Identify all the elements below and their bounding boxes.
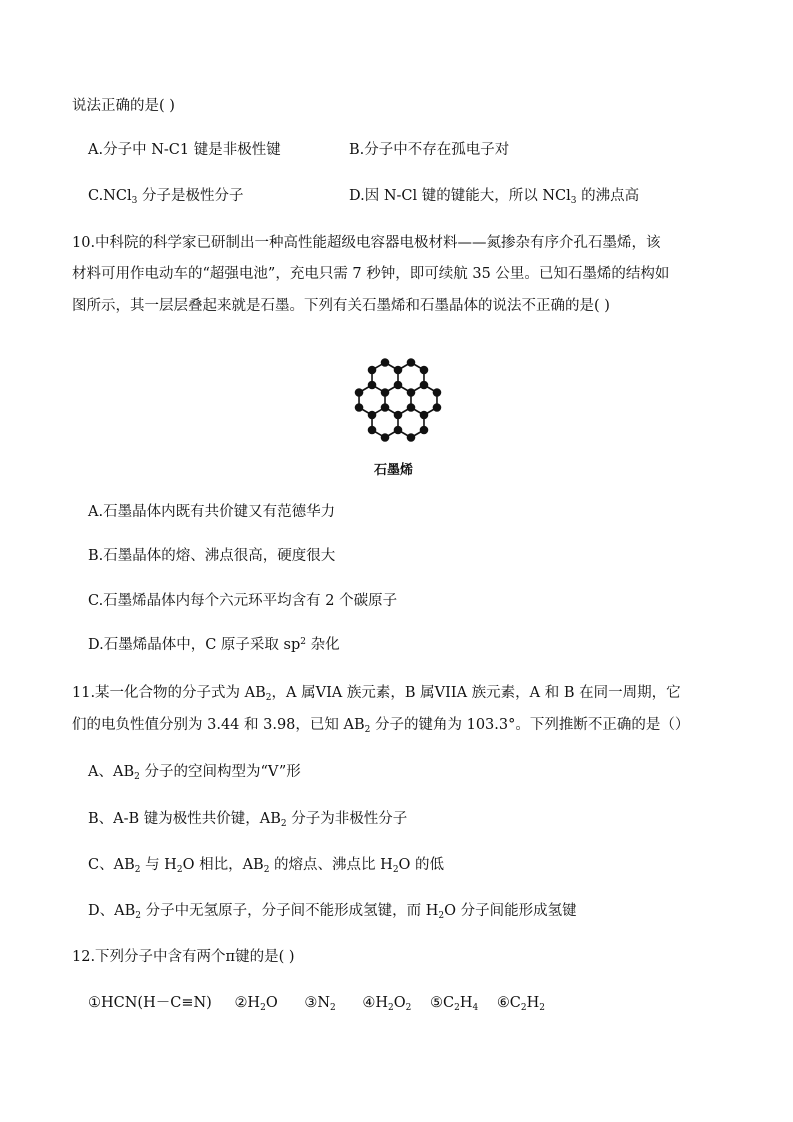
q11-l1-sub: 2 xyxy=(265,693,272,703)
q11-c-sub4: 2 xyxy=(392,865,399,875)
carbon-atom xyxy=(433,403,442,412)
q11-c-b: 与 H xyxy=(140,857,177,873)
q11-b-a: B、A-B 键为极性共价键，AB xyxy=(88,811,281,827)
q10-option-d xyxy=(88,635,340,655)
q12-option-2 xyxy=(234,995,277,1011)
q10-d-text2: 杂化 xyxy=(306,637,340,653)
q11-l2-b: 分子的键角为 103.3°。下列推断不正确的是（） xyxy=(370,717,690,733)
carbon-atom xyxy=(368,411,377,420)
q12-o2-sub: 2 xyxy=(260,1003,266,1013)
q11-l2-a: 们的电负性值分别为 3.44 和 3.98，已知 AB xyxy=(72,717,365,733)
q11-d-c: O 分子间能形成氢键 xyxy=(444,903,577,919)
q11-option-b xyxy=(88,809,407,829)
q9-c-text: C.NCl xyxy=(88,188,132,204)
q11-option-c xyxy=(88,855,444,875)
q10-stem-line3: 图所示，其一层层叠起来就是石墨。下列有关石墨烯和石墨晶体的说法不正确的是( ) xyxy=(72,298,610,314)
q12-o4-a: ④H xyxy=(362,995,389,1011)
q9-d-text: D.因 N-Cl 键的键能大，所以 NCl xyxy=(349,188,571,204)
carbon-atom xyxy=(394,411,403,420)
q12-o5-a: ⑤C xyxy=(429,995,455,1011)
q9-d-text2: 的沸点高 xyxy=(576,188,640,204)
carbon-atom xyxy=(394,366,403,375)
carbon-atom xyxy=(433,388,442,397)
q9-option-b: B.分子中不存在孤电子对 xyxy=(349,142,510,158)
q12-o6-b: H xyxy=(526,995,540,1011)
q11-c-sub2: 2 xyxy=(176,865,183,875)
q12-stem: 12.下列分子中含有两个π键的是( ) xyxy=(72,949,295,965)
q10-d-text: D.石墨烯晶体中，C 原子采取 sp xyxy=(88,637,301,653)
q12-o3-sub: 2 xyxy=(330,1003,336,1013)
q11-d-sub: 2 xyxy=(135,911,141,921)
q12-o2-a: ②H xyxy=(234,995,261,1011)
q10-option-a: A.石墨晶体内既有共价键又有范德华力 xyxy=(88,504,336,520)
q11-option-d xyxy=(88,901,577,921)
q12-o5-sub2: 4 xyxy=(472,1003,479,1013)
q11-l1-b: ，A 属VIA 族元素，B 属VIIA 族元素，A 和 B 在同一周期，它 xyxy=(271,685,681,701)
q12-o4-sub: 2 xyxy=(388,1003,394,1013)
carbon-atom xyxy=(420,366,429,375)
q11-b-b: 分子为非极性分子 xyxy=(286,811,408,827)
carbon-atom xyxy=(368,381,377,390)
q12-option-3 xyxy=(304,995,335,1011)
q12-options xyxy=(88,993,545,1013)
q11-l2-sub: 2 xyxy=(364,725,371,735)
carbon-atom xyxy=(355,388,364,397)
carbon-atom xyxy=(355,403,364,412)
carbon-atom xyxy=(381,358,390,367)
q9-option-a: A.分子中 N-C1 键是非极性键 xyxy=(88,142,281,158)
carbon-atom xyxy=(420,426,429,435)
q11-a-sub: 2 xyxy=(134,772,140,782)
q12-option-5 xyxy=(430,995,478,1011)
carbon-atom xyxy=(368,426,377,435)
carbon-atom xyxy=(368,366,377,375)
carbon-atom xyxy=(407,388,416,397)
carbon-atom xyxy=(420,381,429,390)
q11-stem-line2 xyxy=(72,715,689,735)
q11-c-e: O 的低 xyxy=(398,857,445,873)
q12-o5-sub: 2 xyxy=(454,1003,460,1013)
q12-o4-sub2: 2 xyxy=(405,1003,412,1013)
q12-o3-a: ③N xyxy=(304,995,331,1011)
q9-c-sub: 3 xyxy=(131,196,138,206)
q12-o6-a: ⑥C xyxy=(496,995,521,1011)
graphene-structure-figure xyxy=(336,338,460,474)
q12-o4-b: O xyxy=(393,995,406,1011)
q11-stem-line1 xyxy=(72,683,681,703)
q11-d-sub2: 2 xyxy=(438,911,445,921)
carbon-atom xyxy=(394,426,403,435)
q11-option-a xyxy=(88,762,301,782)
q9-c-text2: 分子是极性分子 xyxy=(137,188,244,204)
q11-c-c: O 相比，AB xyxy=(182,857,264,873)
q11-d-b: 分子中无氢原子，分子间不能形成氢键，而 H xyxy=(141,903,439,919)
q9-option-d xyxy=(349,186,639,206)
carbon-atom xyxy=(420,411,429,420)
carbon-atom xyxy=(394,381,403,390)
q12-o6-sub2: 2 xyxy=(539,1003,546,1013)
q12-option-1: ①HCN(H－C≡N) xyxy=(88,995,212,1011)
carbon-atom xyxy=(381,388,390,397)
q12-option-4 xyxy=(362,995,411,1011)
q11-d-a: D、AB xyxy=(88,903,136,919)
carbon-atom xyxy=(407,403,416,412)
q11-c-a: C、AB xyxy=(88,857,135,873)
carbon-atom xyxy=(381,403,390,412)
carbon-atom xyxy=(407,433,416,442)
q11-c-d: 的熔点、沸点比 H xyxy=(269,857,393,873)
q12-option-6 xyxy=(497,995,545,1011)
q9-option-c xyxy=(88,186,243,206)
q10-stem-line1: 10.中科院的科学家已研制出一种高性能超级电容器电极材料——氮掺杂有序介孔石墨烯，该 xyxy=(72,235,661,251)
carbon-atom xyxy=(381,433,390,442)
q11-c-sub3: 2 xyxy=(263,865,270,875)
q11-b-sub: 2 xyxy=(280,819,287,829)
q12-o6-sub: 2 xyxy=(520,1003,527,1013)
q10-d-sup: 2 xyxy=(300,637,306,647)
q11-l1-a: 11.某一化合物的分子式为 AB xyxy=(72,685,266,701)
q9-d-sub: 3 xyxy=(570,196,577,206)
q10-stem-line2: 材料可用作电动车的“超强电池”，充电只需 7 秒钟，即可续航 35 公里。已知石墨烯的结构如 xyxy=(72,266,670,282)
q9-stem-tail: 说法正确的是( ) xyxy=(72,98,175,114)
q12-o2-b: O xyxy=(265,995,278,1011)
q11-c-sub: 2 xyxy=(134,865,141,875)
q10-option-b: B.石墨晶体的熔、沸点很高，硬度很大 xyxy=(88,548,336,564)
q12-o5-b: H xyxy=(459,995,473,1011)
q10-option-c: C.石墨烯晶体内每个六元环平均含有 2 个碳原子 xyxy=(88,593,398,609)
figure-caption: 石墨烯 xyxy=(374,463,414,478)
q11-a-a: A、AB xyxy=(88,764,135,780)
carbon-atom xyxy=(407,358,416,367)
q11-a-b: 分子的空间构型为“V”形 xyxy=(139,764,301,780)
